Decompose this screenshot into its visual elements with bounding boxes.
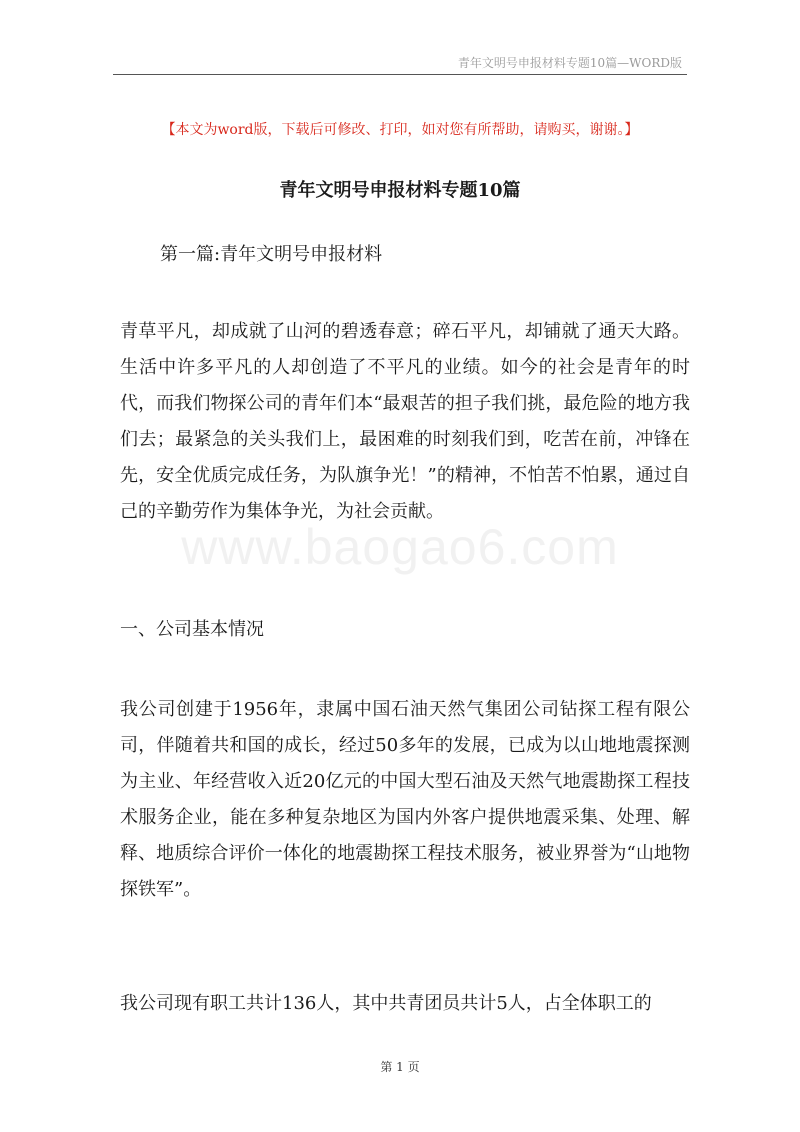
page-number: 第 1 页	[380, 1060, 420, 1074]
chapter-subtitle: 第一篇:青年文明号申报材料	[160, 244, 383, 265]
document-title: 青年文明号申报材料专题10篇	[279, 180, 521, 201]
staff-paragraph: 我公司现有职工共计136人，其中共青团员共计5人，占全体职工的	[120, 993, 652, 1014]
purchase-notice: 【本文为word版，下载后可修改、打印，如对您有所帮助，请购买，谢谢。】	[161, 122, 639, 138]
section-heading: 一、公司基本情况	[120, 619, 264, 640]
watermark: www.baogao6.com	[181, 519, 619, 575]
company-paragraph: 我公司创建于1956年，隶属中国石油天然气集团公司钻探工程有限公司，伴随着共和国的成长，经过50多年的发展，已成为以山地地震探测为主业、年经营收入近20亿元的中国大型石油及天然气地震勘探工程技术服务企业，能在多种复杂地区为国内外客户提供地震采集、处理、解释、地质综合评价一体化的地震勘探工程技术服务，被业界誉为“山地物探铁军”。	[120, 699, 690, 900]
running-header: 青年文明号申报材料专题10篇—WORD版	[457, 56, 682, 70]
intro-paragraph: 青草平凡，却成就了山河的碧透春意；碎石平凡，却铺就了通天大路。生活中许多平凡的人却创造了不平凡的业绩。如今的社会是青年的时代，而我们物探公司的青年们本“最艰苦的担子我们挑，最危险的地方我们去；最紧急的关头我们上，最困难的时刻我们到，吃苦在前，冲锋在先，安全优质完成任务，为队旗争光！”的精神，不怕苦不怕累，通过自己的辛勤劳作为集体争光，为社会贡献。	[120, 321, 690, 522]
header-divider	[113, 74, 687, 75]
